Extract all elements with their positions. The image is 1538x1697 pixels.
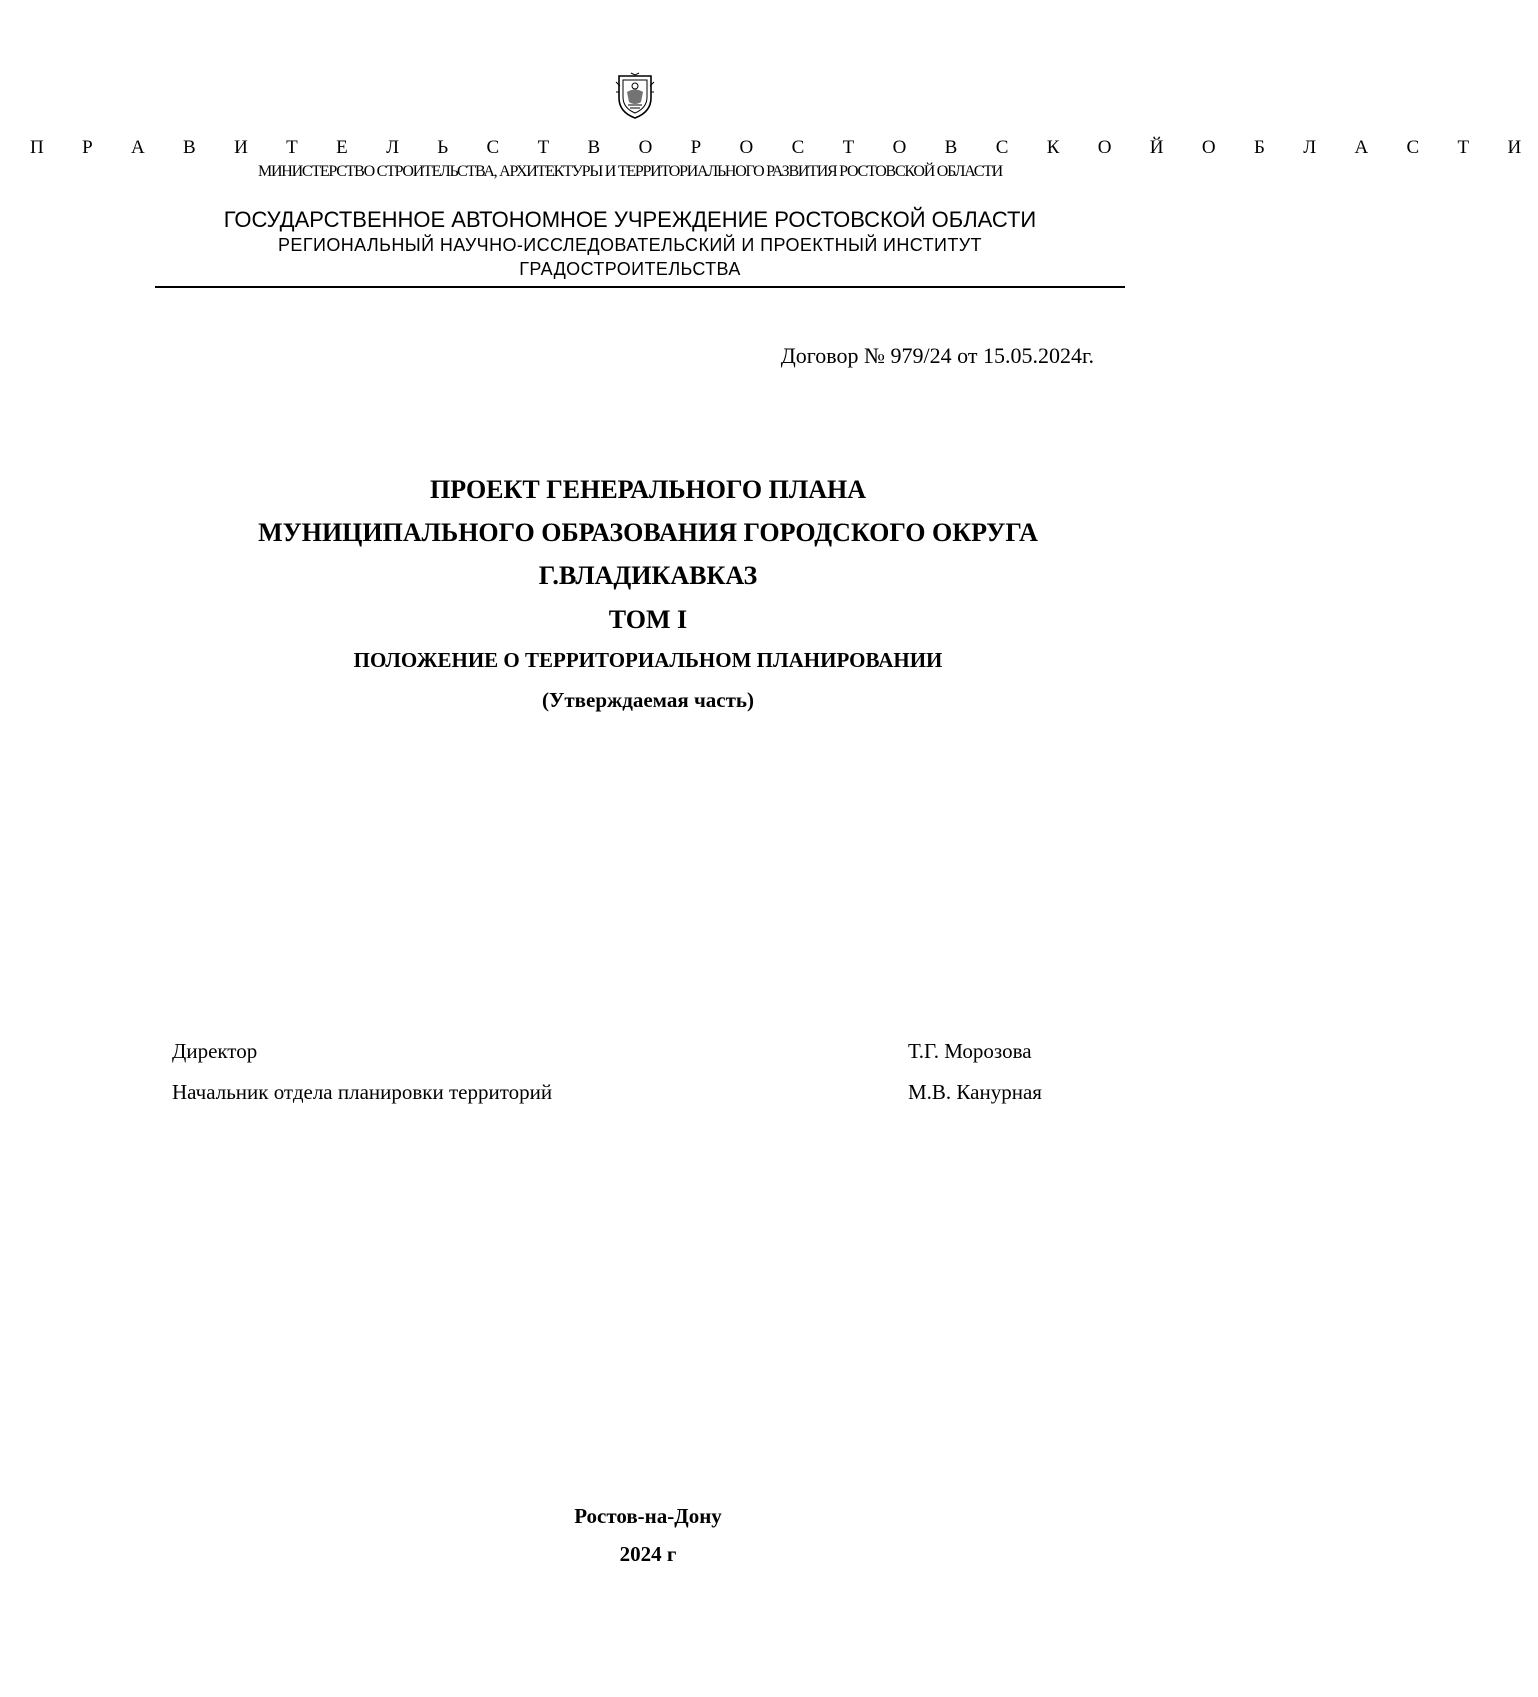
header-divider xyxy=(155,286,1125,288)
footer-city: Ростов-на-Дону xyxy=(574,1504,722,1528)
signature-role-director: Директор xyxy=(172,1039,258,1063)
institution-line-3: ГРАДОСТРОИТЕЛЬСТВА xyxy=(519,259,741,279)
coat-of-arms-icon xyxy=(614,72,656,120)
volume-title: ТОМ I xyxy=(608,605,688,634)
signature-role-department-head: Начальник отдела планировки территорий xyxy=(172,1080,553,1104)
government-name: П Р А В И Т Е Л Ь С Т В О Р О С Т О В С К О Й О Б Л А С Т И xyxy=(30,137,1538,158)
signature-name-director: Т.Г. Морозова xyxy=(908,1039,1032,1063)
contract-number: Договор № 979/24 от 15.05.2024г. xyxy=(780,343,1094,368)
title-line-2: МУНИЦИПАЛЬНОГО ОБРАЗОВАНИЯ ГОРОДСКОГО ОКРУГА xyxy=(258,518,1038,547)
institution-line-2: РЕГИОНАЛЬНЫЙ НАУЧНО-ИССЛЕДОВАТЕЛЬСКИЙ И ПРОЕКТНЫЙ ИНСТИТУТ xyxy=(278,235,982,255)
section-subtitle: ПОЛОЖЕНИЕ О ТЕРРИТОРИАЛЬНОМ ПЛАНИРОВАНИИ xyxy=(353,648,943,672)
approved-part-label: (Утверждаемая часть) xyxy=(541,688,755,712)
title-line-1: ПРОЕКТ ГЕНЕРАЛЬНОГО ПЛАНА xyxy=(430,475,866,504)
footer-year: 2024 г xyxy=(619,1542,677,1566)
ministry-name: МИНИСТЕРСТВО СТРОИТЕЛЬСТВА, АРХИТЕКТУРЫ И ТЕРРИТОРИАЛЬНОГО РАЗВИТИЯ РОСТОВСКОЙ ОБЛАСТИ xyxy=(258,163,1002,180)
signature-name-department-head: М.В. Канурная xyxy=(908,1080,1042,1104)
title-line-3: Г.ВЛАДИКАВКАЗ xyxy=(538,561,758,590)
institution-line-1: ГОСУДАРСТВЕННОЕ АВТОНОМНОЕ УЧРЕЖДЕНИЕ РОСТОВСКОЙ ОБЛАСТИ xyxy=(223,207,1037,232)
